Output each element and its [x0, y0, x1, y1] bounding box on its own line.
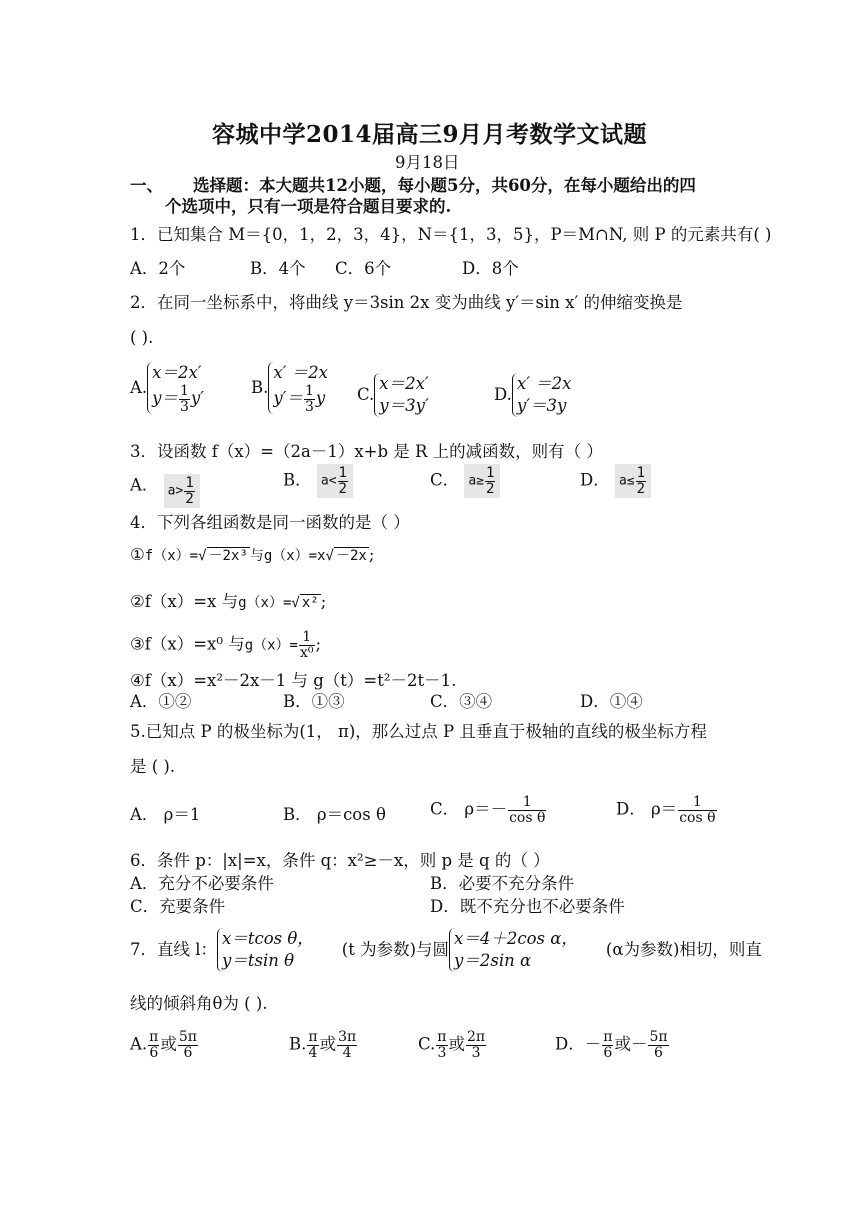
- section-number: 一、: [130, 176, 163, 195]
- q4-item3-f: f（x）=x⁰ 与: [144, 634, 245, 654]
- q2-option-c: [357, 373, 429, 417]
- q4-item1-g-radicand: －2x: [335, 548, 367, 564]
- q7-option-a-num2: 5π: [178, 1029, 197, 1045]
- q6-option-a: A．充分不必要条件: [130, 874, 274, 893]
- q7-option-b-label: B.: [289, 1034, 307, 1054]
- q4-item1: ①f（x）=√ －2x³ 与g（x）=x√ －2x ;: [130, 545, 375, 564]
- section-instructions-line1: 选择题：本大题共12小题，每小题5分，共60分，在每小题给出的四: [193, 176, 696, 195]
- q7-stem: [130, 928, 762, 972]
- q7-option-a-den1: 6: [149, 1044, 159, 1061]
- exam-date: 9月18日: [395, 153, 460, 172]
- q4-item3-mark: ③: [130, 634, 145, 654]
- q7-option-a-num1: π: [149, 1029, 159, 1045]
- q4-item1-f-radicand: －2x³: [208, 548, 248, 564]
- q6-stem: 6．条件 p：|x|=x，条件 q：x²≥－x，则 p 是 q 的（ ）: [130, 851, 550, 870]
- q2-option-a-denominator: 3: [180, 398, 189, 415]
- q7-option-d-or: 或－: [614, 1034, 648, 1054]
- q3-option-c-label: C．: [430, 470, 460, 490]
- q7-middle: (t 为参数)与圆: [341, 940, 450, 959]
- q3-option-b-numerator: 1: [338, 465, 347, 481]
- q3-option-a-label: A．: [130, 475, 159, 495]
- q4-item3-end: ;: [315, 634, 322, 654]
- q1-option-c: C．6个: [335, 259, 392, 278]
- q5-option-d-denominator: cos θ: [679, 809, 716, 826]
- q2-option-d-row1: x′ ＝2x: [516, 374, 572, 393]
- q3-option-c: [430, 464, 500, 498]
- q3-option-a-lhs: a>: [167, 483, 184, 499]
- q4-item3-denominator: x⁰: [300, 644, 314, 661]
- q4-item2-mark: ②: [130, 592, 145, 611]
- q7-option-a-or: 或: [160, 1034, 177, 1054]
- q3-option-c-denominator: 2: [486, 480, 495, 497]
- q2-option-b-denominator: 3: [304, 398, 314, 415]
- q1-option-d: D．8个: [462, 259, 519, 278]
- q5-option-d-label: D． ρ＝: [616, 799, 678, 819]
- q7-option-b-den2: 4: [342, 1044, 352, 1061]
- q4-item2-g: g（x）=: [238, 595, 292, 611]
- q2-option-d: [494, 373, 572, 417]
- q7-suffix: (α为参数)相切，则直: [605, 940, 762, 959]
- q7-option-b-num1: π: [308, 1029, 318, 1045]
- q4-option-c: C．③④: [430, 692, 493, 711]
- q3-option-b: [283, 464, 353, 498]
- section-instructions-line2: 个选项中，只有一项是符合题目要求的.: [165, 197, 452, 216]
- q7-line-eq2: y＝tsin θ: [222, 951, 295, 970]
- q2-option-a-row2-lhs: y＝: [152, 388, 178, 408]
- q7-option-c-den1: 3: [437, 1044, 447, 1061]
- q2-option-a: [130, 362, 204, 414]
- q7-option-a: [130, 1030, 199, 1060]
- q7-option-c: [418, 1030, 487, 1060]
- q4-item2-end: ;: [320, 592, 327, 611]
- q5-stem-line1: 5.已知点 P 的极坐标为(1， π)，那么过点 P 且垂直于极轴的直线的极坐标方程: [130, 722, 707, 741]
- q7-option-d-den1: 6: [603, 1044, 613, 1061]
- q2-option-b-row2-lhs: y′＝: [273, 388, 303, 408]
- q3-option-a-denominator: 2: [185, 490, 194, 507]
- q7-stem-line2: 线的倾斜角θ为 ( ).: [130, 994, 268, 1013]
- q4-item2-g-radicand: x²: [301, 595, 319, 611]
- q3-option-b-denominator: 2: [338, 480, 347, 497]
- q7-option-a-den2: 6: [183, 1044, 193, 1061]
- q4-option-d: D．①④: [580, 692, 643, 711]
- q7-option-b: [289, 1030, 358, 1060]
- q2-option-d-row2: y′＝3y: [516, 396, 567, 415]
- q2-stem-line2: ( ).: [130, 328, 154, 347]
- q2-option-a-row2-rhs: y′: [190, 388, 204, 408]
- q4-item1-f: f（x）=: [144, 548, 199, 564]
- q5-option-a: A． ρ＝1: [130, 805, 201, 824]
- q7-option-c-num1: π: [437, 1029, 447, 1045]
- q4-item3-numerator: 1: [299, 630, 315, 646]
- q1-option-b: B．4个: [250, 259, 306, 278]
- q5-option-c-numerator: 1: [508, 795, 546, 811]
- q7-option-c-label: C.: [418, 1034, 436, 1054]
- q5-option-c-denominator: cos θ: [509, 809, 546, 826]
- q5-option-c-label: C． ρ＝－: [430, 799, 508, 819]
- q3-option-d-denominator: 2: [636, 480, 646, 497]
- q2-option-a-label: A.: [130, 378, 148, 398]
- q5-option-d-numerator: 1: [678, 795, 716, 811]
- q4-item2: ②f（x）=x 与g（x）=√ x² ;: [130, 592, 327, 611]
- q5-stem-line2: 是 ( ).: [130, 757, 176, 776]
- q4-item3: [130, 630, 321, 660]
- q2-option-d-label: D.: [494, 385, 512, 404]
- q3-option-b-lhs: a<: [320, 473, 337, 489]
- q2-option-b-numerator: 1: [304, 383, 314, 399]
- q5-option-c: [430, 795, 547, 825]
- q5-option-b: B． ρ＝cos θ: [283, 805, 386, 824]
- q2-option-a-numerator: 1: [180, 383, 189, 399]
- q6-option-b: B．必要不充分条件: [430, 874, 575, 893]
- q7-option-b-or: 或: [319, 1034, 337, 1054]
- q1-stem: 1．已知集合 M＝{0，1，2，3，4}，N＝{1，3，5}，P＝M∩N, 则 P 的元素共有( ): [130, 225, 772, 244]
- q4-item2-f: f（x）=x 与: [144, 592, 239, 611]
- q7-prefix: 7．直线 l：: [130, 940, 218, 959]
- q3-option-c-lhs: a≥: [468, 473, 485, 489]
- q5-option-d: [616, 795, 718, 825]
- q3-option-c-numerator: 1: [486, 465, 495, 481]
- q4-stem: 4．下列各组函数是同一函数的是（ ）: [130, 513, 410, 532]
- q7-option-d-den2: 6: [654, 1044, 663, 1061]
- page-title: 容城中学2014届高三9月月考数学文试题: [212, 121, 648, 148]
- q7-option-d-label: D．－: [555, 1034, 602, 1054]
- q7-line-eq1: x＝tcos θ，: [222, 929, 314, 948]
- q3-option-d-numerator: 1: [636, 465, 646, 481]
- q7-option-a-label: A.: [130, 1034, 148, 1054]
- q2-option-b-row2-rhs: y: [315, 388, 326, 408]
- q2-option-b-label: B.: [251, 378, 269, 398]
- q7-option-d-num2: 5π: [649, 1029, 668, 1045]
- q2-option-b: [251, 362, 328, 414]
- q7-option-b-den1: 4: [308, 1044, 318, 1061]
- q3-option-d-label: D．: [580, 470, 610, 490]
- q7-option-d: [555, 1030, 670, 1060]
- q2-option-b-row1: x′ ＝2x: [273, 363, 328, 382]
- q4-item1-end: ;: [368, 545, 375, 564]
- q2-option-c-label: C.: [357, 385, 375, 404]
- q3-option-d-lhs: a≤: [618, 473, 635, 489]
- q6-option-c: C．充要条件: [130, 897, 226, 916]
- q7-option-c-den2: 3: [471, 1044, 481, 1061]
- q3-option-a: [130, 464, 200, 508]
- q1-option-a: A．2个: [130, 259, 186, 278]
- q2-option-a-row1: x＝2x′: [152, 363, 202, 382]
- q4-item3-g: g（x）=: [244, 637, 298, 654]
- q7-option-c-num2: 2π: [467, 1029, 486, 1045]
- q2-option-c-row2: y＝3y′: [379, 396, 429, 415]
- q2-option-c-row1: x＝2x′: [379, 374, 429, 393]
- q2-stem-line1: 2．在同一坐标系中，将曲线 y＝3sin 2x 变为曲线 y′＝sin x′ 的伸缩变换是: [130, 293, 683, 312]
- q7-option-d-num1: π: [603, 1029, 613, 1045]
- q4-option-a: A．①②: [130, 692, 192, 711]
- q4-item1-mark: ①: [130, 545, 145, 564]
- q4-item1-g: 与g（x）=x: [249, 548, 326, 564]
- q6-option-d: D．既不充分也不必要条件: [430, 897, 625, 916]
- q7-option-c-or: 或: [448, 1034, 465, 1054]
- q4-item4: ④f（x）=x²－2x－1 与 g（t）=t²－2t－1.: [130, 671, 457, 690]
- q3-option-d: [580, 464, 651, 498]
- q7-option-b-num2: 3π: [338, 1029, 357, 1045]
- q3-option-b-label: B．: [283, 470, 312, 490]
- q3-option-a-numerator: 1: [185, 475, 194, 491]
- q7-circle-eq1: x＝4＋2cos α，: [454, 929, 578, 948]
- q3-stem: 3．设函数 f（x）=（2a－1）x+b 是 R 上的减函数，则有（ ）: [130, 442, 603, 461]
- q7-circle-eq2: y＝2sin α: [454, 951, 532, 970]
- q4-option-b: B．①③: [283, 692, 345, 711]
